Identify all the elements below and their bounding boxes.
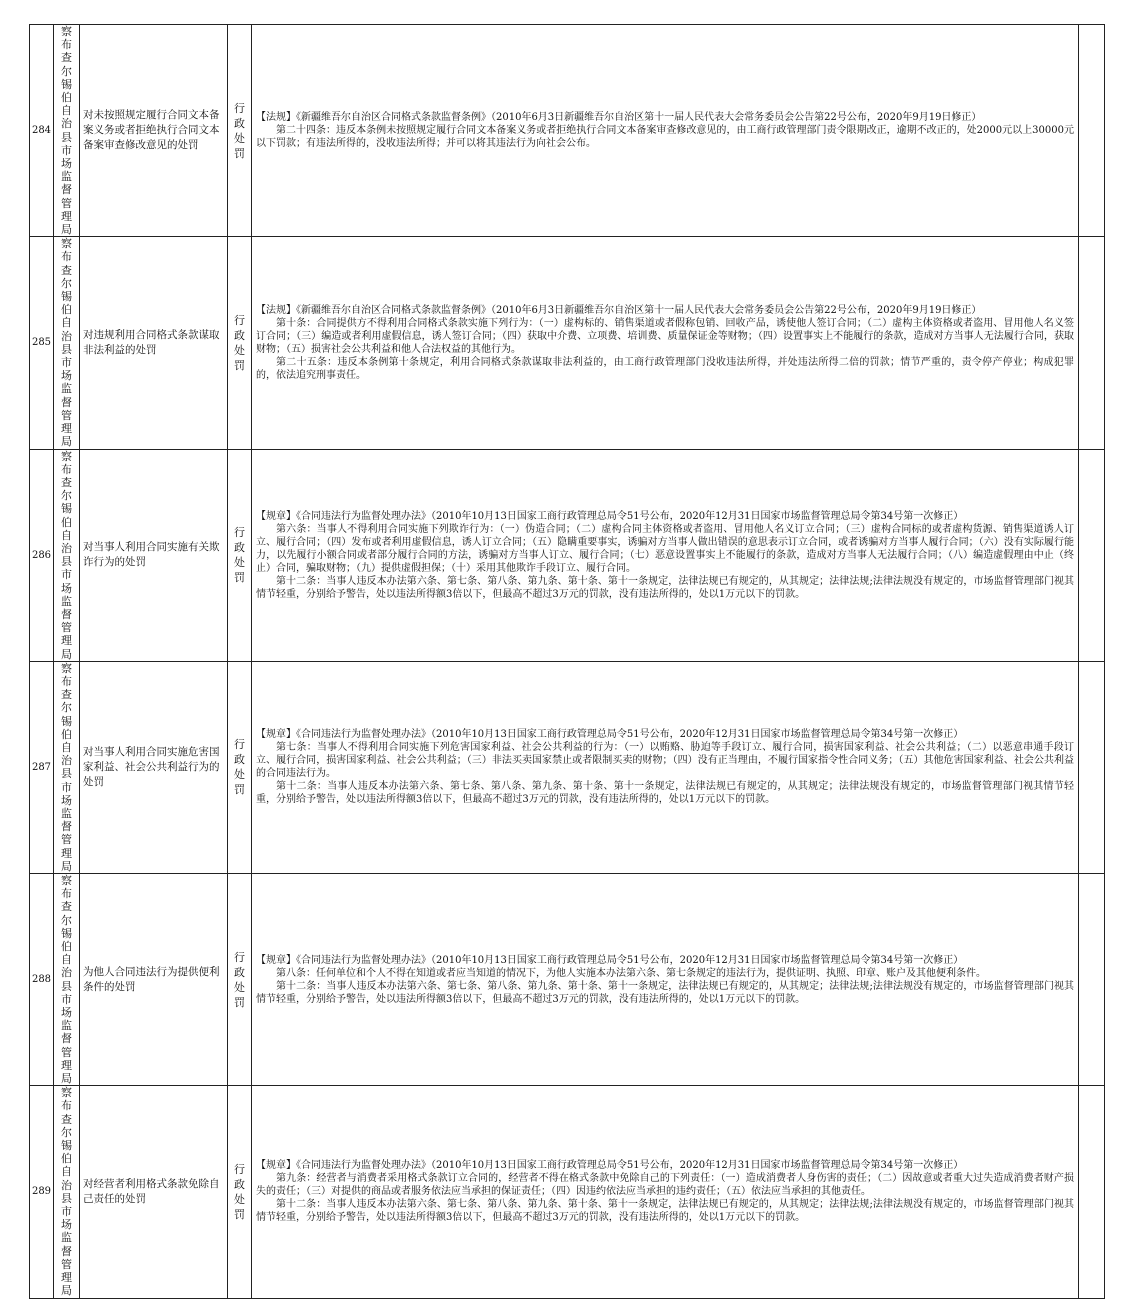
item-name: 对当事人利用合同实施危害国家利益、社会公共利益行为的处罚 bbox=[80, 661, 228, 873]
remarks-cell bbox=[1079, 1086, 1105, 1298]
department-name: 察布查尔锡伯自治县市场监督管理局 bbox=[54, 449, 80, 661]
legal-source: 【法规】《新疆维吾尔自治区合同格式条款监督条例》（2010年6月3日新疆维吾尔自治区第十一届人民代表大会常务委员会公告第22号公布，2020年9月19日修正） bbox=[256, 112, 982, 124]
item-name: 对未按照规定履行合同文本备案义务或者拒绝执行合同文本备案审查修改意见的处罚 bbox=[80, 25, 228, 237]
item-name: 对经营者利用格式条款免除自己责任的处罚 bbox=[80, 1086, 228, 1298]
legal-source: 【规章】《合同违法行为监督处理办法》（2010年10月13日国家工商行政管理总局令51号公布，2020年12月31日国家市场监督管理总局令第34号第一次修正） bbox=[256, 510, 964, 522]
row-number: 288 bbox=[30, 874, 54, 1086]
remarks-cell bbox=[1079, 25, 1105, 237]
row-number: 284 bbox=[30, 25, 54, 237]
legal-article: 第十二条：当事人违反本办法第六条、第七条、第八条、第九条、第十条、第十一条规定，法律法规已有规定的，从其规定；法律法规;法律法规没有规定的，市场监督管理部门视其情节轻重，分别给予警告，处以违法所得额3倍以下，但最高不超过3万元的罚款，没有违法所得的，处以1万元以下的罚款。 bbox=[256, 980, 1074, 1005]
legal-article: 第九条：经营者与消费者采用格式条款订立合同的，经营者不得在格式条款中免除自己的下列责任：（一）造成消费者人身伤害的责任；（二）因故意或者重大过失造成消费者财产损失的责任；（三）对提供的商品或者服务依法应当承担的保证责任；（四）因违约依法应当承担的违约责任；（五）依法应当承担的其他责任。 bbox=[256, 1173, 1074, 1198]
item-name: 对违规利用合同格式条款谋取非法利益的处罚 bbox=[80, 237, 228, 449]
legal-article: 第六条：当事人不得利用合同实施下列欺诈行为：（一）伪造合同；（二）虚构合同主体资格或者盗用、冒用他人名义订立合同；（三）虚构合同标的或者虚构货源、销售渠道诱人订立、履行合同；（四）发布或者利用虚假信息，诱人订立合同；（五）隐瞒重要事实，诱骗对方当事人做出错误的意思表示订立合同，或者诱骗对方当事人履行合同；（六）没有实际履行能力，以先履行小额合同或者部分履行合同的方法，诱骗对方当事人订立、履行合同；（七）恶意设置事实上不能履行的条款，造成对方当事人无法履行合同；（八）编造虚假理由中止（终止）合同，骗取财物；（九）提供虚假担保；（十）采用其他欺诈手段订立、履行合同。 bbox=[256, 523, 1074, 574]
legal-source: 【规章】《合同违法行为监督处理办法》（2010年10月13日国家工商行政管理总局令51号公布，2020年12月31日国家市场监督管理总局令第34号第一次修正） bbox=[256, 1160, 964, 1172]
item-type: 行政处罚 bbox=[228, 449, 252, 661]
legal-basis bbox=[252, 25, 1079, 237]
department-name: 察布查尔锡伯自治县市场监督管理局 bbox=[54, 25, 80, 237]
legal-article: 第十二条：当事人违反本办法第六条、第七条、第八条、第九条、第十条、第十一条规定，法律法规已有规定的，从其规定；法律法规;法律法规没有规定的，市场监督管理部门视其情节轻重，分别给予警告，处以违法所得额3倍以下，但最高不超过3万元的罚款，没有违法所得的，处以1万元以下的罚款。 bbox=[256, 575, 1074, 600]
department-name: 察布查尔锡伯自治县市场监督管理局 bbox=[54, 661, 80, 873]
row-number: 285 bbox=[30, 237, 54, 449]
item-name: 对当事人利用合同实施有关欺诈行为的处罚 bbox=[80, 449, 228, 661]
legal-article: 第二十四条：违反本条例未按照规定履行合同文本备案义务或者拒绝执行合同文本备案审查修改意见的，由工商行政管理部门责令限期改正，逾期不改正的，处2000元以上30000元以下罚款；有违法所得的，没收违法所得；并可以将其违法行为向社会公布。 bbox=[256, 125, 1074, 150]
legal-basis bbox=[252, 237, 1079, 449]
department-name: 察布查尔锡伯自治县市场监督管理局 bbox=[54, 237, 80, 449]
item-type: 行政处罚 bbox=[228, 1086, 252, 1298]
row-number: 287 bbox=[30, 661, 54, 873]
item-type: 行政处罚 bbox=[228, 25, 252, 237]
item-type: 行政处罚 bbox=[228, 661, 252, 873]
legal-basis bbox=[252, 874, 1079, 1086]
penalty-items-table bbox=[29, 24, 1105, 1299]
table-row bbox=[30, 661, 1105, 873]
row-number: 286 bbox=[30, 449, 54, 661]
legal-basis bbox=[252, 1086, 1079, 1298]
legal-article: 第十二条：当事人违反本办法第六条、第七条、第八条、第九条、第十条、第十一条规定，法律法规已有规定的，从其规定；法律法规;法律法规没有规定的，市场监督管理部门视其情节轻重，分别给予警告，处以违法所得额3倍以下，但最高不超过3万元的罚款，没有违法所得的，处以1万元以下的罚款。 bbox=[256, 1199, 1074, 1224]
department-name: 察布查尔锡伯自治县市场监督管理局 bbox=[54, 874, 80, 1086]
legal-source: 【规章】《合同违法行为监督处理办法》（2010年10月13日国家工商行政管理总局令51号公布，2020年12月31日国家市场监督管理总局令第34号第一次修正） bbox=[256, 954, 964, 966]
legal-article: 第八条：任何单位和个人不得在知道或者应当知道的情况下，为他人实施本办法第六条、第七条规定的违法行为，提供证明、执照、印章、账户及其他便利条件。 bbox=[276, 967, 986, 979]
legal-basis bbox=[252, 449, 1079, 661]
table-row bbox=[30, 237, 1105, 449]
item-type: 行政处罚 bbox=[228, 874, 252, 1086]
legal-article: 第七条：当事人不得利用合同实施下列危害国家利益、社会公共利益的行为：（一）以贿赂、胁迫等手段订立、履行合同，损害国家利益、社会公共利益；（二）以恶意串通手段订立、履行合同，损害国家利益、社会公共利益；（三）非法买卖国家禁止或者限制买卖的财物；（四）没有正当理由，不履行国家指令性合同义务；（五）其他危害国家利益、社会公共利益的合同违法行为。 bbox=[256, 742, 1074, 780]
table-row bbox=[30, 1086, 1105, 1298]
table-row bbox=[30, 25, 1105, 237]
legal-article: 第十条：合同提供方不得利用合同格式条款实施下列行为：（一）虚构标的、销售渠道或者假称包销、回收产品，诱使他人签订合同；（二）虚构主体资格或者盗用、冒用他人名义签订合同；（三）编造或者利用虚假信息，诱人签订合同；（四）获取中介费、立项费、培训费、质量保证金等财物；（四）设置事实上不能履行的条款，造成对方当事人无法履行合同，获取财物；（五）损害社会公共利益和他人合法权益的其他行为。 bbox=[256, 317, 1074, 355]
legal-article: 第十二条：当事人违反本办法第六条、第七条、第八条、第九条、第十条、第十一条规定，法律法规已有规定的，从其规定；法律法规没有规定的，市场监督管理部门视其情节轻重，分别给予警告，处以违法所得额3倍以下，但最高不超过3万元的罚款，没有违法所得的，处以1万元以下的罚款。 bbox=[256, 781, 1074, 806]
remarks-cell bbox=[1079, 237, 1105, 449]
table-body bbox=[30, 25, 1105, 1299]
remarks-cell bbox=[1079, 661, 1105, 873]
row-number: 289 bbox=[30, 1086, 54, 1298]
legal-source: 【规章】《合同违法行为监督处理办法》（2010年10月13日国家工商行政管理总局令51号公布，2020年12月31日国家市场监督管理总局令第34号第一次修正） bbox=[256, 729, 964, 741]
legal-basis bbox=[252, 661, 1079, 873]
remarks-cell bbox=[1079, 874, 1105, 1086]
table-row bbox=[30, 449, 1105, 661]
item-name: 为他人合同违法行为提供便利条件的处罚 bbox=[80, 874, 228, 1086]
legal-article: 第二十五条：违反本条例第十条规定，利用合同格式条款谋取非法利益的，由工商行政管理部门没收违法所得，并处违法所得二倍的罚款；情节严重的，责令停产停业；构成犯罪的，依法追究刑事责任。 bbox=[256, 356, 1074, 381]
table-row bbox=[30, 874, 1105, 1086]
remarks-cell bbox=[1079, 449, 1105, 661]
legal-source: 【法规】《新疆维吾尔自治区合同格式条款监督条例》（2010年6月3日新疆维吾尔自治区第十一届人民代表大会常务委员会公告第22号公布，2020年9月19日修正） bbox=[256, 304, 982, 316]
item-type: 行政处罚 bbox=[228, 237, 252, 449]
department-name: 察布查尔锡伯自治县市场监督管理局 bbox=[54, 1086, 80, 1298]
document-table-page bbox=[29, 24, 1104, 1299]
